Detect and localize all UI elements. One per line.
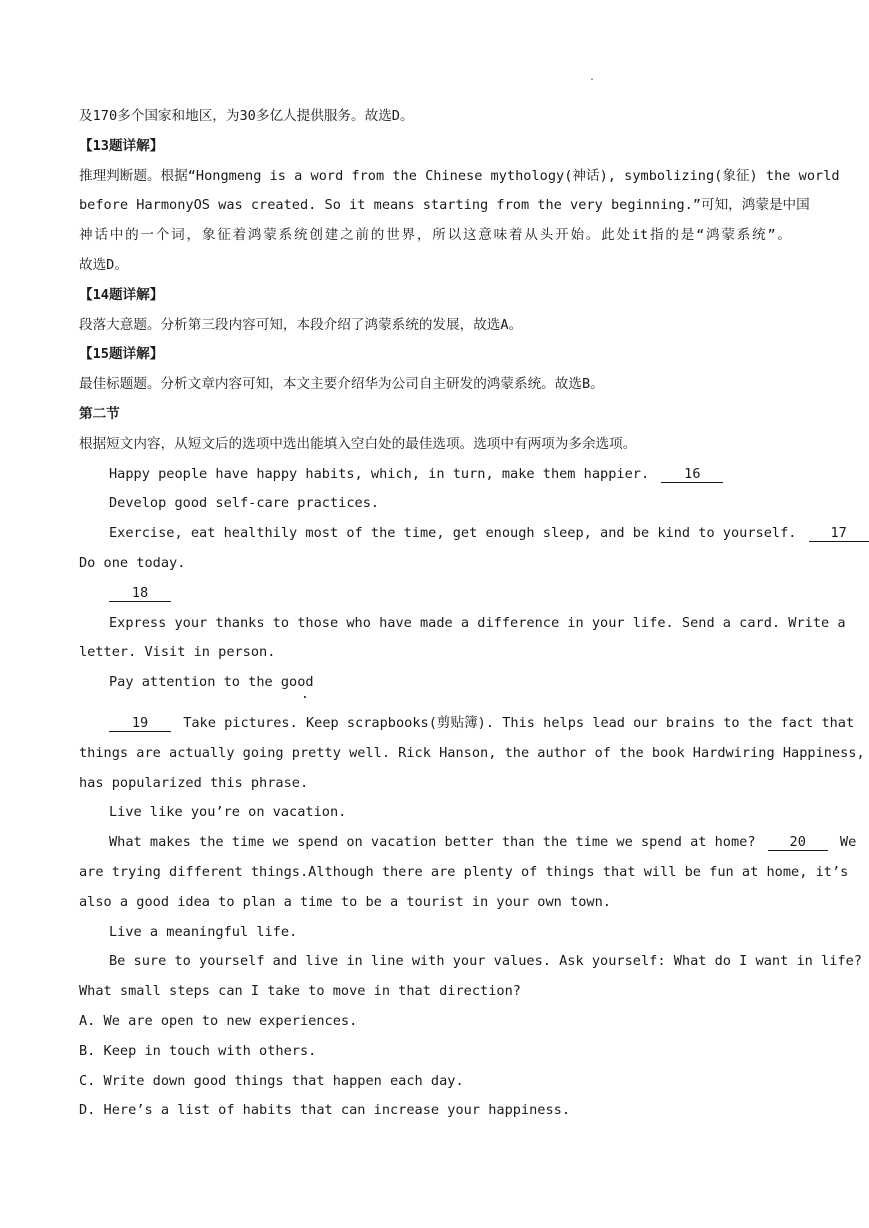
option-c: C. Write down good things that happen each day. [79,1072,464,1089]
q14-heading: 【14题详解】 [79,286,164,303]
passage-line [79,519,847,549]
stray-dot: . [301,687,309,702]
passage-text: Happy people have happy habits, which, in turn, make them happier. [109,465,650,482]
blank-18: 18 [109,586,171,602]
passage-line [79,579,791,609]
q13-line-3: 神话中的一个词，象征着鸿蒙系统创建之前的世界，所以这意味着从头开始。此处it指的是“鸿蒙系统”。 [79,227,791,244]
option-a: A. We are open to new experiences. [79,1012,358,1029]
passage-line: Be sure to yourself and live in line with your values. Ask yourself: What do I want in life? [109,953,862,970]
blank-19: 19 [109,716,171,732]
passage-line: are trying different things.Although there are plenty of things that will be fun at home, it’s [79,863,849,880]
passage-text: Take pictures. Keep scrapbooks(剪贴簿). This helps lead our brains to the fact that [183,714,855,731]
blank-20: 20 [768,835,828,851]
passage-heading: Live like you’re on vacation. [109,804,347,821]
q15-heading: 【15题详解】 [79,346,164,363]
q13-heading: 【13题详解】 [79,137,164,154]
passage-line: letter. Visit in person. [79,644,276,661]
passage-text: What makes the time we spend on vacation better than the time we spend at home? [109,834,756,851]
passage-line: What small steps can I take to move in that direction? [79,983,521,1000]
passage-heading: Develop good self-care practices. [109,495,380,512]
blank-17: 17 [809,526,869,542]
q13-line-1: 推理判断题。根据“Hongmeng is a word from the Chinese mythology(神话), symbolizing(象征) the world [79,167,840,184]
passage-heading: Live a meaningful life. [109,923,298,940]
passage-line: has popularized this phrase. [79,774,309,791]
passage-line: Do one today. [79,554,186,571]
passage-line: also a good idea to plan a time to be a tourist in your own town. [79,893,611,910]
document-body [79,102,865,1126]
section-2-title: 第二节 [79,405,120,422]
section-2-instructions: 根据短文内容，从短文后的选项中选出能填入空白处的最佳选项。选项中有两项为多余选项。 [79,435,637,452]
option-b: B. Keep in touch with others. [79,1042,317,1059]
passage-line: things are actually going pretty well. Rick Hanson, the author of the book Hardwiring Happiness, [79,744,865,761]
q15-line: 最佳标题题。分析文章内容可知，本文主要介绍华为公司自主研发的鸿蒙系统。故选B。 [79,376,604,393]
q13-line-2: before HarmonyOS was created. So it means starting from the very beginning.”可知，鸿蒙是中国 [79,197,810,214]
answer-12-tail: 及170多个国家和地区，为30多亿人提供服务。故选D。 [79,108,414,124]
passage-line [79,709,855,739]
blank-16: 16 [661,467,723,483]
passage-line: Express your thanks to those who have made a difference in your life. Send a card. Write a [109,614,846,631]
q13-line-4: 故选D。 [79,256,128,273]
option-d: D. Here’s a list of habits that can increase your happiness. [79,1102,571,1119]
passage-text: Exercise, eat healthily most of the time, get enough sleep, and be kind to yourself. [109,525,797,542]
header-mark: . [589,72,596,83]
q14-line: 段落大意题。分析第三段内容可知，本段介绍了鸿蒙系统的发展，故选A。 [79,316,523,333]
passage-heading: Pay attention to the good [109,674,314,691]
passage-text: We [839,834,857,851]
passage-line [79,460,791,490]
passage-line [79,828,857,858]
